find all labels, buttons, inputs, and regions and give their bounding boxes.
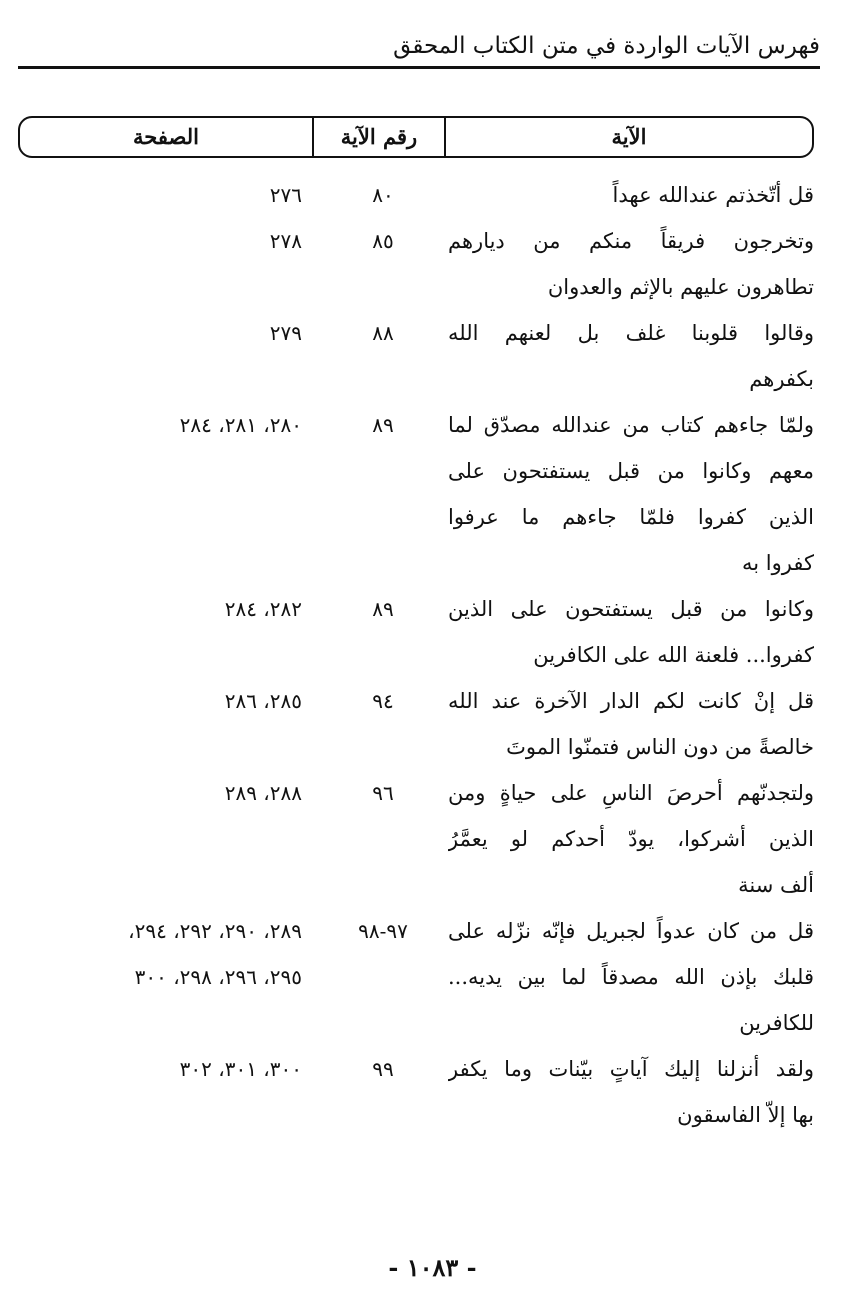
verse-number: ٨٩ xyxy=(372,413,394,437)
verse-number: ٩٧-٩٨ xyxy=(358,919,408,943)
verse-text xyxy=(448,402,814,586)
page-references xyxy=(12,678,302,724)
verse-line: للكافرين xyxy=(739,1011,814,1035)
verse-line: وقالوا قلوبنا غلف بل لعنهم الله xyxy=(448,321,814,345)
page-reference-line: ٢٩٥، ٢٩٦، ٢٩٨، ٣٠٠ xyxy=(134,965,302,989)
table-column-header xyxy=(18,116,814,158)
page-reference-line: ٢٨٠، ٢٨١، ٢٨٤ xyxy=(179,413,302,437)
verse-number: ٩٤ xyxy=(372,689,394,713)
table-row xyxy=(18,218,814,310)
verse-line: وتخرجون فريقاً منكم من ديارهم xyxy=(448,229,814,253)
verse-text xyxy=(448,218,814,310)
column-header-page: الصفحة xyxy=(133,124,199,149)
page-references xyxy=(12,1046,302,1092)
verse-line: ولقد أنزلنا إليك آياتٍ بيّنات وما يكفر xyxy=(448,1057,814,1081)
verse-line: ولتجدنّهم أحرصَ الناسِ على حياةٍ ومن xyxy=(448,781,814,805)
page-reference-line: ٢٨٢، ٢٨٤ xyxy=(224,597,302,621)
page-references xyxy=(12,402,302,448)
verse-line: معهم وكانوا من قبل يستفتحون على xyxy=(448,459,814,483)
table-row xyxy=(18,402,814,586)
page-references xyxy=(12,218,302,264)
page-references xyxy=(12,586,302,632)
table-row xyxy=(18,1046,814,1138)
verse-line: وكانوا من قبل يستفتحون على الذين xyxy=(448,597,814,621)
verse-number: ٨٠ xyxy=(372,183,394,207)
table-row xyxy=(18,908,814,1046)
page-reference-line: ٢٨٩، ٢٩٠، ٢٩٢، ٢٩٤، xyxy=(128,919,302,943)
column-header-verse: الآية xyxy=(611,124,647,149)
page-reference-line: ٢٨٨، ٢٨٩ xyxy=(224,781,302,805)
page-references xyxy=(12,172,302,218)
verse-index-table xyxy=(18,172,814,1138)
page-number: - ١٠٨٣ - xyxy=(388,1253,477,1282)
verse-text xyxy=(448,172,814,218)
page-reference-line: ٢٧٨ xyxy=(269,229,302,253)
page-references xyxy=(12,770,302,816)
verse-line: الذين أشركوا، يودّ أحدكم لو يعمَّرُ xyxy=(448,827,814,851)
page-reference-line: ٢٧٩ xyxy=(269,321,302,345)
running-header-title: فهرس الآيات الواردة في متن الكتاب المحقق xyxy=(393,33,820,59)
verse-text xyxy=(448,678,814,770)
verse-line: خالصةً من دون الناس فتمنّوا الموتَ xyxy=(506,735,814,759)
verse-line: كفروا... فلعنة الله على الكافرين xyxy=(533,643,814,667)
verse-number: ٨٨ xyxy=(372,321,394,345)
verse-number: ٩٦ xyxy=(372,781,394,805)
page-reference-line: ٢٨٥، ٢٨٦ xyxy=(224,689,302,713)
verse-line: قل إنْ كانت لكم الدار الآخرة عند الله xyxy=(448,689,814,713)
verse-number: ٨٥ xyxy=(372,229,394,253)
verse-line: قل من كان عدواً لجبريل فإنّه نزّله على xyxy=(448,919,814,943)
header-rule xyxy=(18,66,820,69)
verse-line: ولمّا جاءهم كتاب من عندالله مصدّق لما xyxy=(448,413,814,437)
verse-line: قل أتّخذتم عندالله عهداً xyxy=(612,183,814,207)
verse-text xyxy=(448,586,814,678)
verse-line: قلبك بإذن الله مصدقاً لما بين يديه... xyxy=(448,965,814,989)
verse-line: بكفرهم xyxy=(749,367,814,391)
verse-line: الذين كفروا فلمّا جاءهم ما عرفوا xyxy=(448,505,814,529)
table-row xyxy=(18,678,814,770)
table-row xyxy=(18,310,814,402)
verse-line: بها إلاّ الفاسقون xyxy=(677,1103,814,1127)
page-reference-line: ٢٧٦ xyxy=(269,183,302,207)
page-references xyxy=(12,908,302,1000)
verse-text xyxy=(448,908,814,1046)
verse-text xyxy=(448,310,814,402)
column-header-verse-number: رقم الآية xyxy=(312,118,446,156)
verse-line: كفروا به xyxy=(742,551,814,575)
table-row xyxy=(18,770,814,908)
verse-line: ألف سنة xyxy=(738,873,814,897)
table-row xyxy=(18,586,814,678)
verse-text xyxy=(448,1046,814,1138)
page-reference-line: ٣٠٠، ٣٠١، ٣٠٢ xyxy=(179,1057,302,1081)
page-references xyxy=(12,310,302,356)
verse-line: تطاهرون عليهم بالإثم والعدوان xyxy=(547,275,814,299)
table-row xyxy=(18,172,814,218)
verse-number: ٨٩ xyxy=(372,597,394,621)
verse-text xyxy=(448,770,814,908)
verse-number: ٩٩ xyxy=(372,1057,394,1081)
